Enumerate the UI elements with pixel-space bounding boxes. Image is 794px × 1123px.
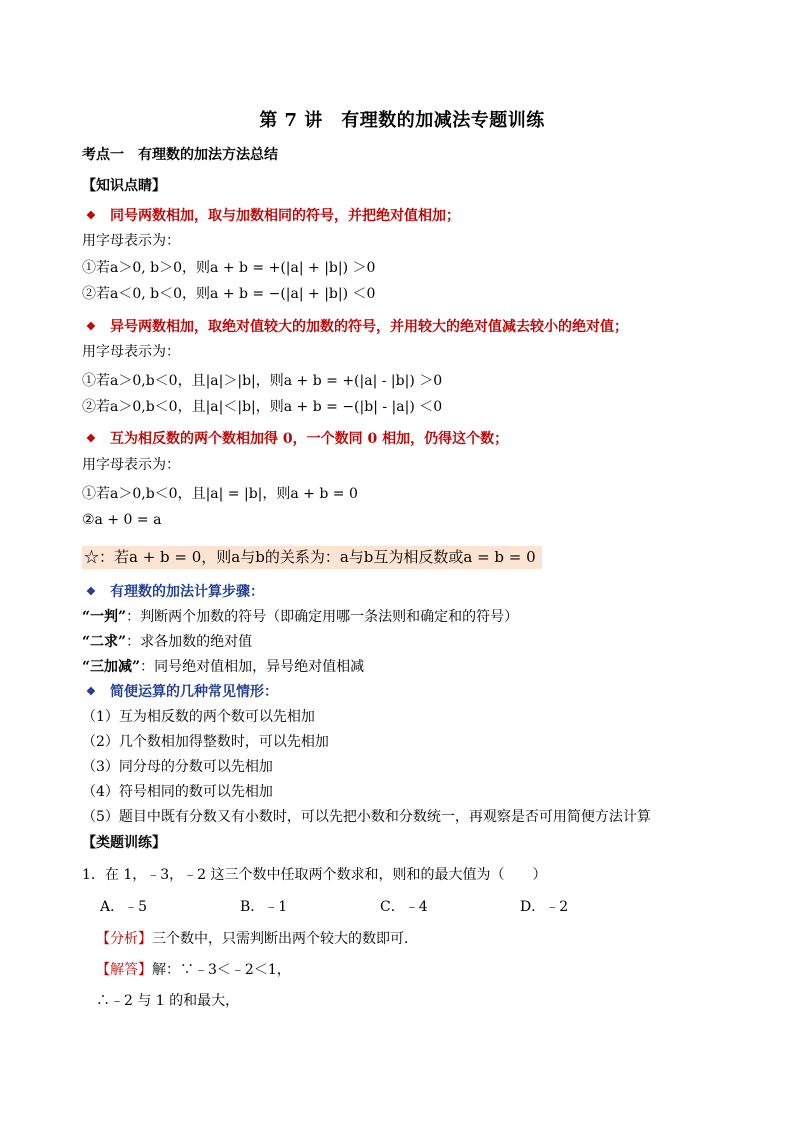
formula: ②a + 0 = a bbox=[82, 512, 162, 528]
solution-conclusion: ∴﹣2 与 1 的和最大， bbox=[96, 993, 240, 1009]
list-item: （5）题目中既有分数又有小数时，可以先把小数和分数统一，再观察是否可用简便方法计算 bbox=[82, 809, 651, 825]
diamond-bullet-icon: ❖ bbox=[86, 685, 96, 698]
diamond-bullet-icon: ❖ bbox=[86, 585, 96, 598]
star-note: ☆：若a + b = 0，则a与b的关系为：a与b互为相反数或a = b = 0 bbox=[82, 548, 542, 566]
option-c: C．﹣4 bbox=[380, 899, 428, 915]
step-3: “三加减”：同号绝对值相加，异号绝对值相减 bbox=[82, 659, 365, 675]
practice-heading: 【类题训练】 bbox=[82, 835, 166, 851]
knowledge-heading: 【知识点睛】 bbox=[82, 178, 166, 194]
simple-heading: ❖ 简便运算的几种常见情形： bbox=[86, 684, 278, 700]
formula: ①若a＞0,b＜0，且|a|＞|b|，则a + b = +(|a| - |b|) ＞0 bbox=[82, 373, 443, 389]
option-d: D．﹣2 bbox=[520, 899, 569, 915]
formula: ①若a＞0, b＞0，则a + b = +(|a| + |b|) ＞0 bbox=[82, 260, 376, 276]
page-title: 第 7 讲 有理数的加减法专题训练 bbox=[259, 110, 545, 131]
diamond-bullet-icon: ❖ bbox=[86, 209, 96, 222]
diamond-bullet-icon: ❖ bbox=[86, 432, 96, 445]
letter-notation-label: 用字母表示为： bbox=[82, 457, 180, 473]
list-item: （3）同分母的分数可以先相加 bbox=[82, 759, 273, 775]
step-1: “一判”：判断两个加数的符号（即确定用哪一条法则和确定和的符号） bbox=[82, 609, 519, 625]
rule-opposites: ❖ 互为相反数的两个数相加得 0，一个数同 0 相加，仍得这个数； bbox=[86, 431, 509, 447]
solution: 【解答】解：∵﹣3＜﹣2＜1， bbox=[96, 962, 291, 978]
rule-opposite-sign: ❖ 异号两数相加，取绝对值较大的加数的符号，并用较大的绝对值减去较小的绝对值； bbox=[86, 319, 628, 335]
letter-notation-label: 用字母表示为： bbox=[82, 233, 180, 249]
letter-notation-label: 用字母表示为： bbox=[82, 344, 180, 360]
formula: ②若a＞0,b＜0，且|a|＜|b|，则a + b = −(|b| - |a|) ＜0 bbox=[82, 399, 443, 415]
rule-same-sign: ❖ 同号两数相加，取与加数相同的符号，并把绝对值相加； bbox=[86, 208, 460, 224]
step-2: “二求”：求各加数的绝对值 bbox=[82, 634, 253, 650]
list-item: （1）互为相反数的两个数可以先相加 bbox=[82, 709, 315, 725]
option-a: A．﹣5 bbox=[100, 899, 148, 915]
option-b: B．﹣1 bbox=[240, 899, 288, 915]
formula: ②若a＜0, b＜0，则a + b = −(|a| + |b|) ＜0 bbox=[82, 286, 376, 302]
question-1: 1．在 1，﹣3，﹣2 这三个数中任取两个数求和，则和的最大值为（ ） bbox=[82, 867, 547, 883]
formula: ①若a＞0,b＜0，且|a| = |b|，则a + b = 0 bbox=[82, 486, 358, 502]
steps-heading: ❖ 有理数的加法计算步骤： bbox=[86, 584, 264, 600]
section-heading: 考点一 有理数的加法方法总结 bbox=[82, 147, 278, 163]
diamond-bullet-icon: ❖ bbox=[86, 320, 96, 333]
analysis: 【分析】三个数中，只需判断出两个较大的数即可． bbox=[96, 931, 418, 947]
answer-options bbox=[100, 898, 660, 916]
list-item: （4）符号相同的数可以先相加 bbox=[82, 784, 273, 800]
list-item: （2）几个数相加得整数时，可以先相加 bbox=[82, 734, 329, 750]
